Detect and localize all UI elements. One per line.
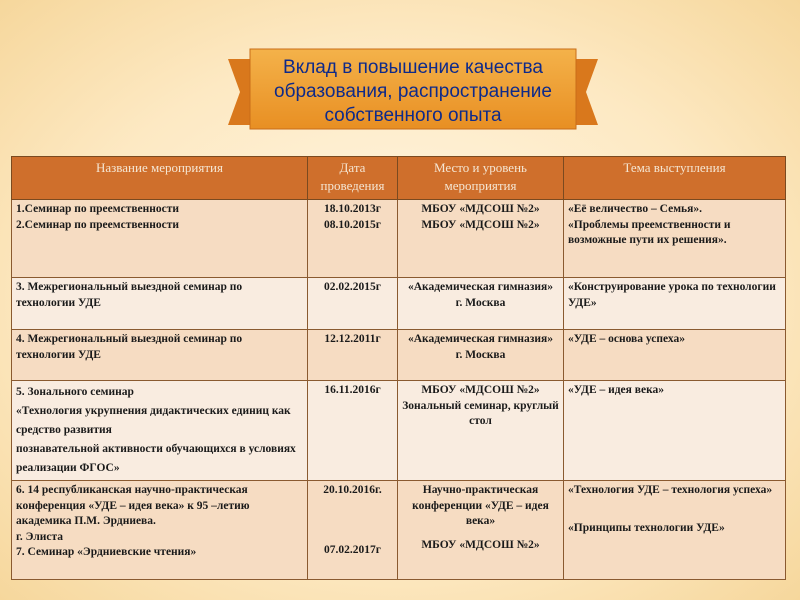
table-header-row <box>12 157 786 200</box>
cell-topic: «Её величество – Семья». «Проблемы преемственности и возможные пути их решения». <box>564 200 786 278</box>
cell-topic: «УДЕ – основа успеха» <box>564 330 786 381</box>
table-row <box>12 330 786 381</box>
cell-date: 02.02.2015г <box>308 278 398 330</box>
header-place-level: Место и уровень мероприятия <box>398 157 564 200</box>
table-row <box>12 481 786 580</box>
cell-event-name: 6. 14 республиканская научно-практическая конференция «УДЕ – идея века» к 95 –летию академика П.М. Эрдниева. г. Элиста 7. Семинар «Эрдниевские чтения» <box>12 481 308 580</box>
cell-topic: «Конструирование урока по технологии УДЕ» <box>564 278 786 330</box>
cell-date: 20.10.2016г. 07.02.2017г <box>308 481 398 580</box>
events-table <box>11 156 786 580</box>
cell-event-name: 3. Межрегиональный выездной семинар по технологии УДЕ <box>12 278 308 330</box>
cell-event-name: 5. Зонального семинар «Технология укрупнения дидактических единиц как средство развития познавательной активности обучающихся в условиях реализации ФГОС» <box>12 381 308 481</box>
banner-title-line-2: образования, распространение <box>274 81 552 102</box>
table-row <box>12 200 786 278</box>
cell-place: «Академическая гимназия» г. Москва <box>398 330 564 381</box>
cell-date: 16.11.2016г <box>308 381 398 481</box>
table-row <box>12 278 786 330</box>
cell-event-name: 1.Семинар по преемственности 2.Семинар по преемственности <box>12 200 308 278</box>
cell-place: МБОУ «МДСОШ №2» Зональный семинар, круглый стол <box>398 381 564 481</box>
header-date: Дата проведения <box>308 157 398 200</box>
banner-title-line-3: собственного опыта <box>324 105 502 126</box>
table-row <box>12 381 786 481</box>
cell-place: Научно-практическая конференции «УДЕ – идея века» МБОУ «МДСОШ №2» <box>398 481 564 580</box>
title-banner <box>228 47 598 133</box>
header-topic: Тема выступления <box>564 157 786 200</box>
cell-place: «Академическая гимназия» г. Москва <box>398 278 564 330</box>
cell-event-name: 4. Межрегиональный выездной семинар по технологии УДЕ <box>12 330 308 381</box>
cell-date: 18.10.2013г 08.10.2015г <box>308 200 398 278</box>
header-event-name: Название мероприятия <box>12 157 308 200</box>
cell-topic: «УДЕ – идея века» <box>564 381 786 481</box>
banner-title-line-1: Вклад в повышение качества <box>283 57 543 78</box>
cell-place: МБОУ «МДСОШ №2» МБОУ «МДСОШ №2» <box>398 200 564 278</box>
cell-topic: «Технология УДЕ – технология успеха» «Принципы технологии УДЕ» <box>564 481 786 580</box>
cell-date: 12.12.2011г <box>308 330 398 381</box>
banner-title <box>258 57 568 127</box>
